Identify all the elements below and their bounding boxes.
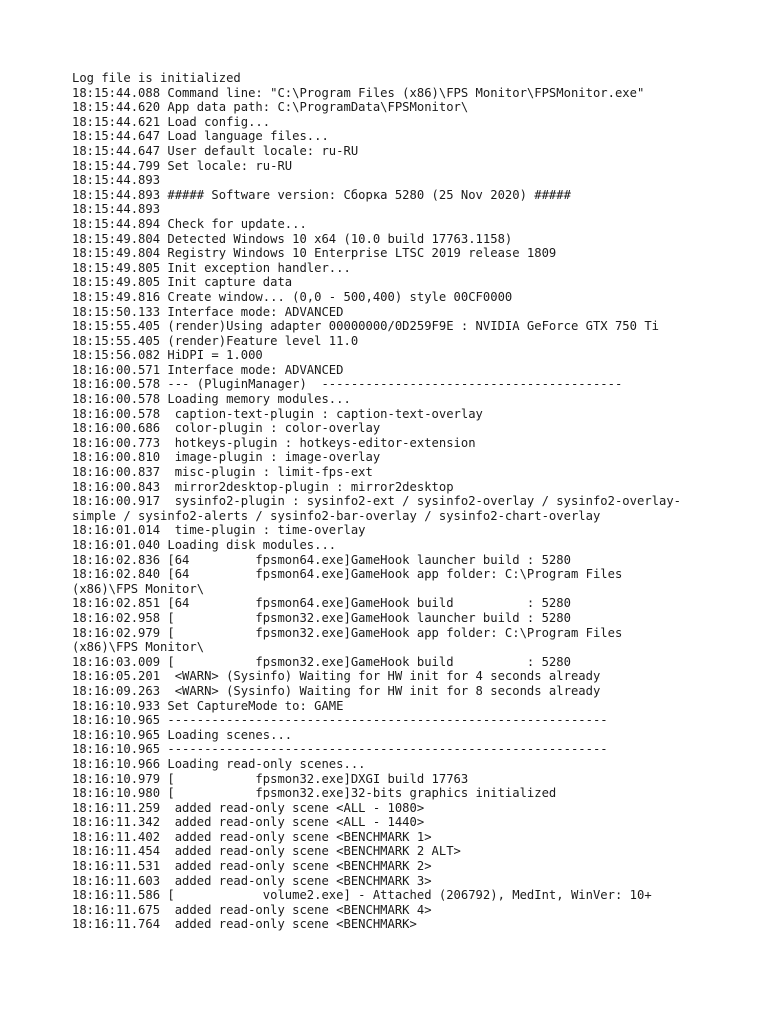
log-line: 18:15:44.799 Set locale: ru-RU — [72, 158, 293, 173]
log-line: 18:15:44.621 Load config... — [72, 114, 271, 129]
log-line: 18:15:49.804 Registry Windows 10 Enterprise LTSC 2019 release 1809 — [72, 246, 557, 261]
log-line: 18:15:49.805 Init exception handler... — [72, 260, 351, 275]
log-line: 18:16:00.571 Interface mode: ADVANCED — [72, 362, 344, 377]
log-line: simple / sysinfo2-alerts / sysinfo2-bar-overlay / sysinfo2-chart-overlay — [72, 508, 601, 523]
log-line: 18:16:02.840 [64 fpsmon64.exe]GameHook app folder: C:\Program Files — [72, 567, 623, 582]
log-line: 18:16:02.958 [ fpsmon32.exe]GameHook launcher build : 5280 — [72, 610, 571, 625]
log-line: 18:16:02.836 [64 fpsmon64.exe]GameHook launcher build : 5280 — [72, 552, 571, 567]
log-line: 18:15:55.405 (render)Using adapter 00000000/0D259F9E : NVIDIA GeForce GTX 750 Ti — [72, 319, 659, 334]
log-line: 18:16:01.014 time-plugin : time-overlay — [72, 523, 366, 538]
log-line: 18:16:11.454 added read-only scene <BENCHMARK 2 ALT> — [72, 844, 461, 859]
log-line: 18:16:10.966 Loading read-only scenes... — [72, 756, 366, 771]
log-line: 18:16:11.764 added read-only scene <BENCHMARK> — [72, 917, 417, 932]
log-line: (x86)\FPS Monitor\ — [72, 581, 205, 596]
log-line: 18:16:09.263 <WARN> (Sysinfo) Waiting for HW init for 8 seconds already — [72, 683, 601, 698]
log-line: 18:15:49.804 Detected Windows 10 x64 (10.0 build 17763.1158) — [72, 231, 513, 246]
log-line: 18:15:49.816 Create window... (0,0 - 500,400) style 00CF0000 — [72, 289, 513, 304]
log-line: 18:16:03.009 [ fpsmon32.exe]GameHook build : 5280 — [72, 654, 571, 669]
log-line: 18:16:11.402 added read-only scene <BENCHMARK 1> — [72, 829, 432, 844]
log-line: 18:16:02.851 [64 fpsmon64.exe]GameHook build : 5280 — [72, 596, 571, 611]
log-line: 18:16:00.578 --- (PluginManager) ----------------------------------------- — [72, 377, 623, 392]
log-line: 18:16:10.965 ------------------------------------------------------------ — [72, 742, 608, 757]
log-line: 18:15:44.893 ##### Software version: Сборка 5280 (25 Nov 2020) ##### — [72, 187, 571, 202]
log-line: 18:15:44.894 Check for update... — [72, 216, 307, 231]
log-line: 18:16:00.810 image-plugin : image-overlay — [72, 450, 381, 465]
log-line: 18:16:00.917 sysinfo2-plugin : sysinfo2-ext / sysinfo2-overlay / sysinfo2-overlay- — [72, 494, 682, 509]
log-line: 18:16:00.686 color-plugin : color-overlay — [72, 421, 381, 436]
log-line: 18:16:10.965 Loading scenes... — [72, 727, 293, 742]
log-line: 18:15:44.893 — [72, 173, 161, 188]
log-line: 18:16:11.603 added read-only scene <BENCHMARK 3> — [72, 873, 432, 888]
log-line: 18:16:00.578 Loading memory modules... — [72, 392, 351, 407]
log-line: 18:15:44.088 Command line: "C:\Program Files (x86)\FPS Monitor\FPSMonitor.exe" — [72, 85, 645, 100]
log-line: 18:15:50.133 Interface mode: ADVANCED — [72, 304, 344, 319]
log-line: 18:16:11.531 added read-only scene <BENCHMARK 2> — [72, 859, 432, 874]
log-line: 18:15:44.647 Load language files... — [72, 129, 329, 144]
log-line: 18:16:10.965 ------------------------------------------------------------ — [72, 713, 608, 728]
log-line: 18:16:00.837 misc-plugin : limit-fps-ext — [72, 465, 373, 480]
log-line: 18:16:00.843 mirror2desktop-plugin : mirror2desktop — [72, 479, 454, 494]
log-line: 18:15:49.805 Init capture data — [72, 275, 293, 290]
log-line: 18:15:44.893 — [72, 202, 161, 217]
log-line: 18:16:10.979 [ fpsmon32.exe]DXGI build 17763 — [72, 771, 469, 786]
log-line: 18:16:11.342 added read-only scene <ALL - 1440> — [72, 815, 425, 830]
log-line: 18:15:55.405 (render)Feature level 11.0 — [72, 333, 359, 348]
log-line: 18:16:10.933 Set CaptureMode to: GAME — [72, 698, 344, 713]
log-line: 18:16:00.773 hotkeys-plugin : hotkeys-editor-extension — [72, 435, 476, 450]
log-line: 18:15:44.647 User default locale: ru-RU — [72, 143, 359, 158]
log-line: 18:16:02.979 [ fpsmon32.exe]GameHook app folder: C:\Program Files — [72, 625, 623, 640]
log-line: 18:15:44.620 App data path: C:\ProgramData\FPSMonitor\ — [72, 100, 469, 115]
log-line: (x86)\FPS Monitor\ — [72, 640, 205, 655]
log-line: 18:16:11.259 added read-only scene <ALL - 1080> — [72, 800, 425, 815]
log-line: 18:16:11.586 [ volume2.exe] - Attached (206792), MedInt, WinVer: 10+ — [72, 888, 652, 903]
log-line: 18:16:10.980 [ fpsmon32.exe]32-bits graphics initialized — [72, 786, 557, 801]
log-line: 18:16:11.675 added read-only scene <BENCHMARK 4> — [72, 902, 432, 917]
log-line: 18:16:01.040 Loading disk modules... — [72, 538, 337, 552]
log-line: 18:15:56.082 HiDPI = 1.000 — [72, 348, 263, 363]
log-line: Log file is initialized — [72, 71, 241, 85]
log-line: 18:16:05.201 <WARN> (Sysinfo) Waiting for HW init for 4 seconds already — [72, 669, 601, 684]
log-text-block — [72, 71, 712, 932]
log-line: 18:16:00.578 caption-text-plugin : caption-text-overlay — [72, 406, 483, 421]
